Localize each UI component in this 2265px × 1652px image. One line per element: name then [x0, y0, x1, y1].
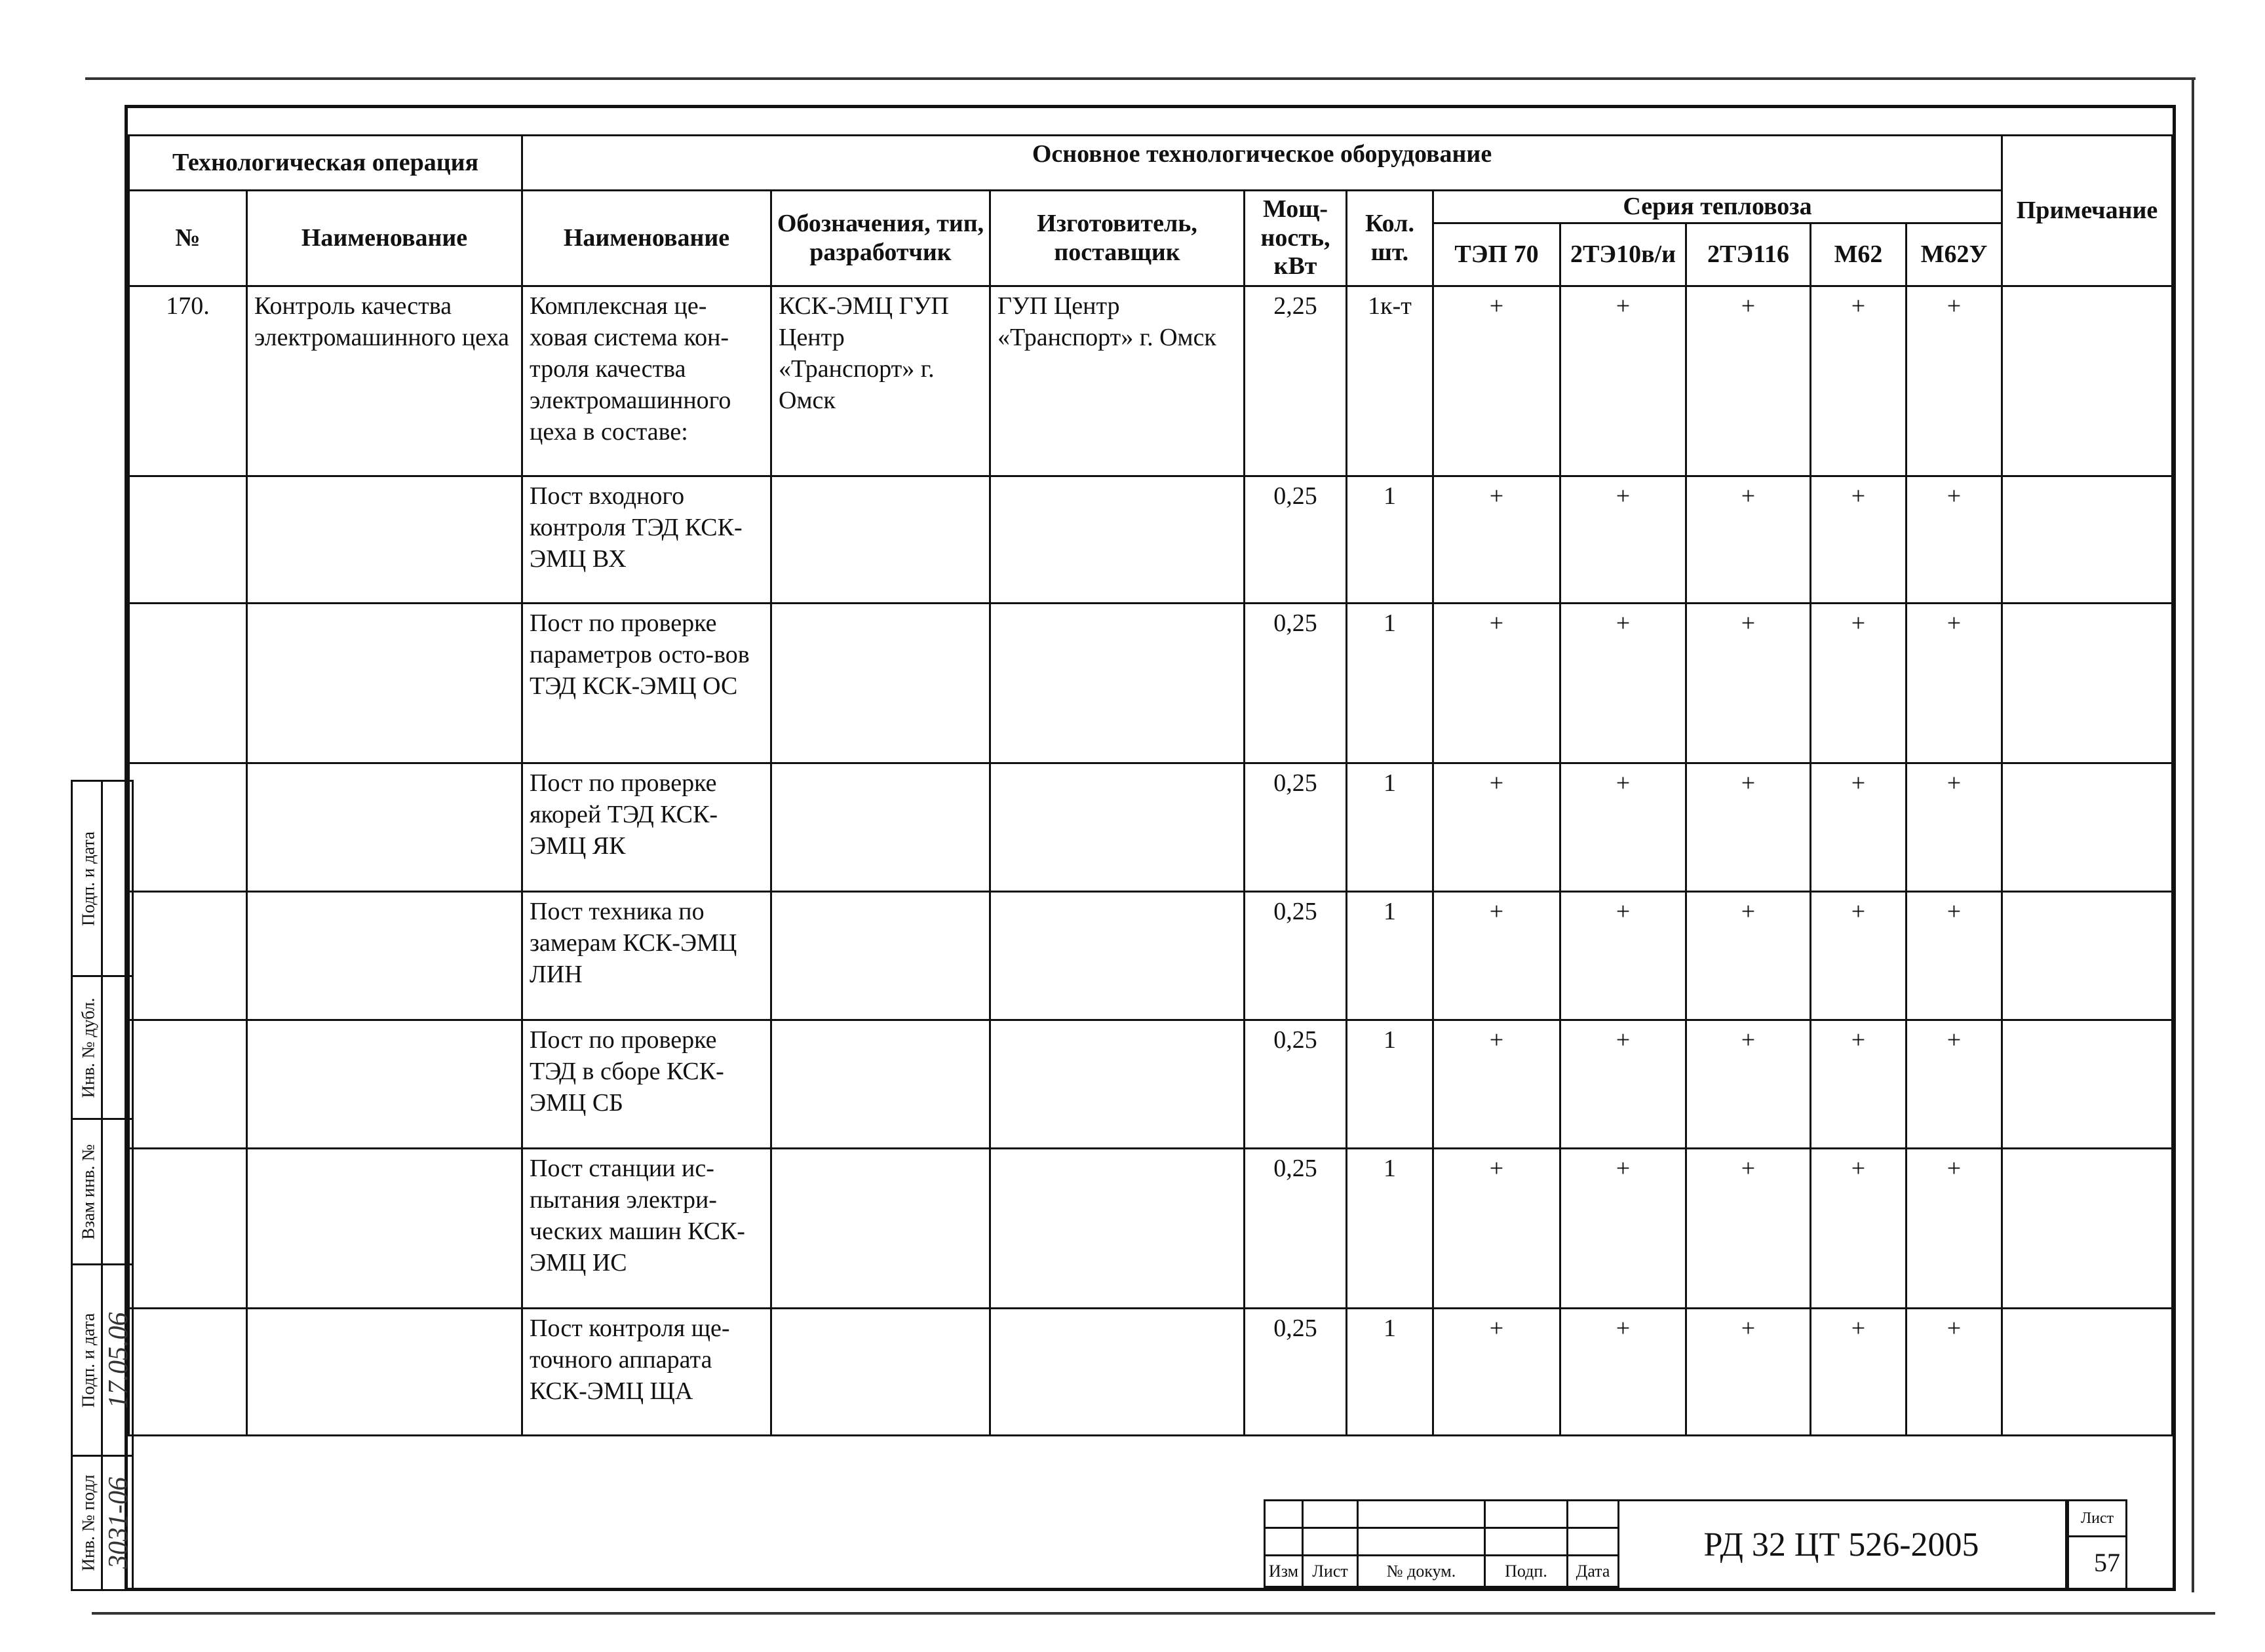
side-stamp-cell — [73, 782, 132, 977]
side-stamp-label: Взам инв. № — [78, 1143, 98, 1240]
row-manufacturer — [991, 1309, 1243, 1313]
side-stamp-label: Инв. № подл — [78, 1474, 98, 1571]
row-power: 0,25 — [1273, 1155, 1317, 1182]
row-num: 170. — [166, 292, 210, 320]
row-mark: + — [1946, 1155, 1962, 1182]
row-qty: 1 — [1384, 1315, 1396, 1342]
row-note — [2003, 1149, 2171, 1153]
side-stamp-label: Подп. и дата — [78, 831, 98, 926]
header-series-col: 2ТЭ116 — [1686, 223, 1811, 286]
row-eq-name: Пост по проверке параметров осто-вов ТЭД КСК-ЭМЦ ОС — [530, 609, 750, 700]
row-mark: + — [1741, 769, 1756, 797]
row-mark: + — [1616, 769, 1631, 797]
row-mark: + — [1851, 1315, 1866, 1342]
row-mark: + — [1851, 898, 1866, 925]
document-code: РД 32 ЦТ 526-2005 — [1617, 1499, 2067, 1590]
row-eq-name: Пост по проверке якорей ТЭД КСК-ЭМЦ ЯК — [530, 769, 718, 860]
row-mark: + — [1851, 482, 1866, 510]
side-stamp-cell — [73, 1457, 132, 1589]
revision-col-label: Лист — [1303, 1556, 1358, 1587]
title-block — [1264, 1499, 2175, 1590]
row-qty: 1 — [1384, 609, 1396, 637]
row-mark: + — [1851, 292, 1866, 320]
row-eq-name: Пост входного контроля ТЭД КСК-ЭМЦ ВХ — [530, 482, 743, 573]
row-note — [2003, 893, 2171, 896]
row-manufacturer — [991, 893, 1243, 896]
table-row — [129, 476, 2173, 604]
row-mark: + — [1741, 1026, 1756, 1054]
row-mark: + — [1851, 1155, 1866, 1182]
row-manufacturer: ГУП Центр «Транспорт» г. Омск — [997, 292, 1216, 351]
row-mark: + — [1851, 609, 1866, 637]
row-qty: 1 — [1384, 482, 1396, 510]
revision-col-label: Подп. — [1485, 1556, 1568, 1587]
row-power: 0,25 — [1273, 769, 1317, 797]
table-row — [129, 892, 2173, 1020]
row-designation — [772, 764, 989, 768]
header-qty: Кол. шт. — [1347, 191, 1433, 286]
row-eq-name: Пост станции ис-пытания электри-ческих машин КСК-ЭМЦ ИС — [530, 1155, 745, 1277]
sheet-label: Лист — [2069, 1501, 2125, 1537]
revision-col-label: Дата — [1568, 1556, 1619, 1587]
row-mark: + — [1946, 1315, 1962, 1342]
row-qty: 1 — [1384, 769, 1396, 797]
table-row — [129, 286, 2173, 476]
row-manufacturer — [991, 604, 1243, 608]
row-eq-name: Пост по проверке ТЭД в сборе КСК-ЭМЦ СБ — [530, 1026, 724, 1117]
row-qty: 1 — [1384, 1155, 1396, 1182]
sheet-edge-top — [85, 77, 2196, 80]
row-designation: КСК-ЭМЦ ГУП Центр «Транспорт» г. Омск — [779, 292, 949, 414]
row-note — [2003, 604, 2171, 608]
row-manufacturer — [991, 764, 1243, 768]
side-stamp-cell — [73, 977, 132, 1120]
row-mark: + — [1946, 609, 1962, 637]
row-mark: + — [1489, 1315, 1504, 1342]
row-mark: + — [1946, 292, 1962, 320]
header-series: Серия тепловоза — [1433, 191, 2002, 223]
header-series-col: М62У — [1907, 223, 2002, 286]
side-stamp-handwriting: 17.05.06 — [104, 1312, 134, 1408]
row-designation — [772, 893, 989, 896]
header-series-col: М62 — [1811, 223, 1907, 286]
header-op-name: Наименование — [247, 191, 522, 286]
header-main-equipment: Основное технологическое оборудование — [522, 136, 2002, 191]
table-row — [129, 1309, 2173, 1436]
row-mark: + — [1741, 482, 1756, 510]
row-mark: + — [1489, 292, 1504, 320]
row-note — [2003, 287, 2171, 291]
row-power: 0,25 — [1273, 1026, 1317, 1054]
row-mark: + — [1616, 1026, 1631, 1054]
revision-col-label: Изм — [1265, 1556, 1303, 1587]
row-qty: 1к-т — [1368, 292, 1412, 320]
equipment-table — [128, 134, 2173, 1436]
header-series-col: 2ТЭ10в/и — [1560, 223, 1686, 286]
row-designation — [772, 477, 989, 481]
table-row — [129, 763, 2173, 892]
side-stamp-label: Подп. и дата — [78, 1313, 98, 1408]
row-mark: + — [1946, 1026, 1962, 1054]
row-mark: + — [1946, 482, 1962, 510]
row-mark: + — [1741, 1155, 1756, 1182]
row-mark: + — [1616, 292, 1631, 320]
row-mark: + — [1616, 898, 1631, 925]
row-note — [2003, 1021, 2171, 1025]
row-power: 0,25 — [1273, 898, 1317, 925]
row-manufacturer — [991, 1149, 1243, 1153]
row-eq-name: Пост контроля ще-точного аппарата КСК-ЭМЦ ЩА — [530, 1315, 730, 1405]
row-mark: + — [1741, 292, 1756, 320]
row-note — [2003, 1309, 2171, 1313]
header-eq-name: Наименование — [522, 191, 771, 286]
side-stamp-cell — [73, 1265, 132, 1457]
sheet-number-box — [2067, 1499, 2127, 1590]
row-power: 0,25 — [1273, 609, 1317, 637]
row-manufacturer — [991, 477, 1243, 481]
row-power: 2,25 — [1273, 292, 1317, 320]
row-eq-name: Пост техника по замерам КСК-ЭМЦ ЛИН — [530, 898, 737, 988]
row-designation — [772, 1149, 989, 1153]
row-mark: + — [1616, 609, 1631, 637]
side-stamp-handwriting: 3031-06 — [104, 1477, 134, 1569]
row-mark: + — [1616, 482, 1631, 510]
row-mark: + — [1946, 898, 1962, 925]
sheet-edge-bottom — [92, 1612, 2215, 1615]
row-note — [2003, 477, 2171, 481]
row-mark: + — [1741, 1315, 1756, 1342]
row-mark: + — [1489, 1026, 1504, 1054]
row-power: 0,25 — [1273, 482, 1317, 510]
row-qty: 1 — [1384, 898, 1396, 925]
sheet-edge-right — [2192, 79, 2194, 1592]
table-row — [129, 604, 2173, 763]
header-designation: Обозначения, тип, разработчик — [771, 191, 990, 286]
side-stamp — [71, 780, 134, 1591]
row-mark: + — [1489, 609, 1504, 637]
header-tech-operation: Технологическая операция — [129, 136, 522, 191]
revision-table — [1264, 1499, 1619, 1588]
row-power: 0,25 — [1273, 1315, 1317, 1342]
table-row — [129, 1020, 2173, 1149]
row-mark: + — [1616, 1155, 1631, 1182]
row-designation — [772, 604, 989, 608]
row-mark: + — [1741, 609, 1756, 637]
row-mark: + — [1489, 898, 1504, 925]
row-designation — [772, 1309, 989, 1313]
header-power: Мощ-ность, кВт — [1245, 191, 1347, 286]
header-series-col: ТЭП 70 — [1433, 223, 1560, 286]
row-manufacturer — [991, 1021, 1243, 1025]
row-eq-name: Комплексная це-ховая система кон-троля качества электромашинного цеха в составе: — [530, 292, 731, 446]
row-mark: + — [1489, 769, 1504, 797]
header-num: № — [129, 191, 247, 286]
side-stamp-label: Инв. № дубл. — [78, 997, 98, 1098]
sheet-number: 57 — [2094, 1548, 2120, 1577]
row-mark: + — [1489, 1155, 1504, 1182]
row-mark: + — [1489, 482, 1504, 510]
row-mark: + — [1946, 769, 1962, 797]
row-mark: + — [1741, 898, 1756, 925]
row-mark: + — [1616, 1315, 1631, 1342]
header-manufacturer: Изготовитель, поставщик — [990, 191, 1245, 286]
row-mark: + — [1851, 769, 1866, 797]
revision-col-label: № докум. — [1358, 1556, 1485, 1587]
side-stamp-cell — [73, 1120, 132, 1265]
row-note — [2003, 764, 2171, 768]
table-row — [129, 1149, 2173, 1309]
row-op-name: Контроль качества электромашинного цеха — [254, 292, 509, 351]
row-designation — [772, 1021, 989, 1025]
header-note: Примечание — [2002, 136, 2173, 286]
row-mark: + — [1851, 1026, 1866, 1054]
row-qty: 1 — [1384, 1026, 1396, 1054]
